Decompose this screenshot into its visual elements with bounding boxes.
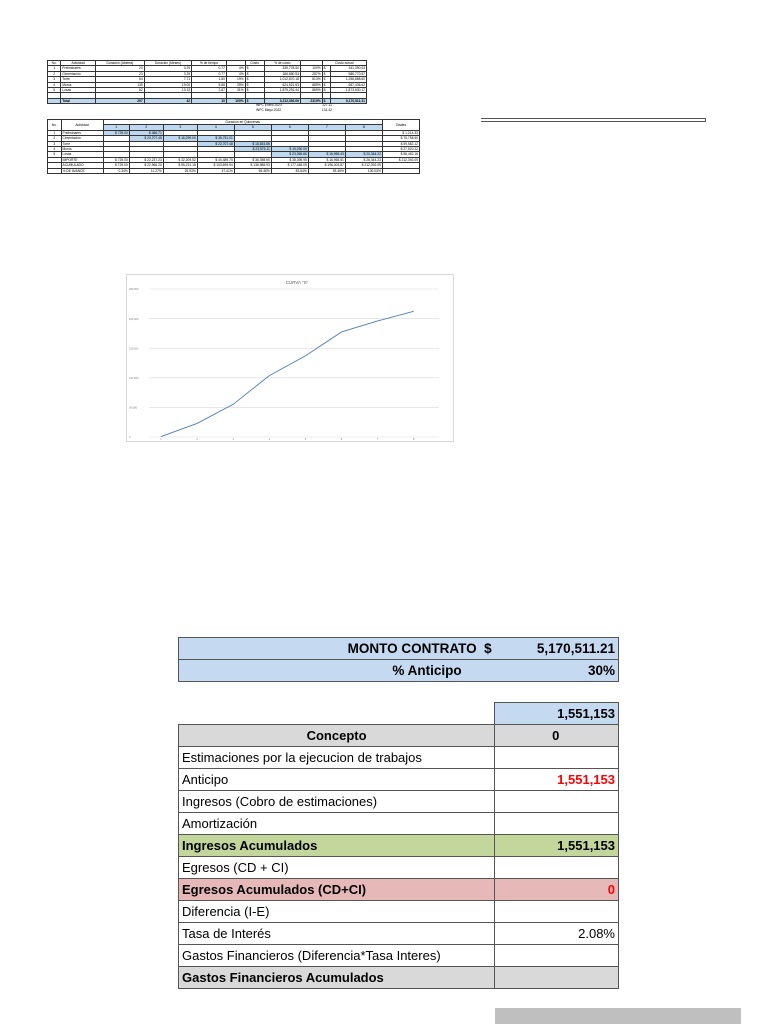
sheet2-cell[interactable]: $ 177,448.05 <box>271 163 308 168</box>
sheet1-cell[interactable] <box>48 98 61 103</box>
sheet2-cell[interactable]: $ 15,030.09 <box>271 146 308 151</box>
cashflow-row <box>179 879 619 901</box>
sheet2-cell[interactable]: Torre <box>61 141 103 146</box>
sheet2-cell[interactable]: 1 <box>48 130 62 135</box>
sheet1-cell[interactable]: 3.29 <box>144 66 191 71</box>
sheet1-cell[interactable]: 1,012,870.18 <box>264 77 300 82</box>
cell-selection-outline[interactable] <box>481 118 706 122</box>
sheet1-cell[interactable]: 297 <box>96 98 145 103</box>
sheet2-cell[interactable]: $ 729.00 <box>103 157 129 162</box>
sheet2-cell[interactable]: $ 36,398.90 <box>234 157 271 162</box>
sheet2-cell[interactable]: $ 18,834.86 <box>234 141 271 146</box>
cashflow-row <box>179 835 619 857</box>
sheet2-cell[interactable]: $ 212,392.09 <box>382 157 419 162</box>
cashflow-label: Diferencia (I-E) <box>179 901 495 923</box>
cashflow-label: Gastos Financieros Acumulados <box>179 967 495 989</box>
cashflow-label: Estimaciones por la ejecucion de trabajos <box>179 747 495 769</box>
sheet1-cell[interactable]: 31% <box>226 87 245 92</box>
cashflow-label: Egresos Acumulados (CD+CI) <box>179 879 495 901</box>
spacer-row <box>179 682 619 703</box>
sheet2-cell[interactable]: $ 58,452.16 <box>382 152 419 157</box>
sheet2-cell[interactable]: $ 1,214.33 <box>382 130 419 135</box>
sheet1-cell[interactable]: $ <box>322 66 330 71</box>
contract-amount-value[interactable]: 5,170,511.21 <box>495 638 619 660</box>
sheet1-cell[interactable]: 23 <box>96 71 145 76</box>
spacer-cell <box>495 682 619 703</box>
cashflow-row <box>179 813 619 835</box>
sheet1-cell[interactable]: $ <box>245 98 264 103</box>
period-amount-value[interactable]: 1,551,153 <box>495 703 619 725</box>
sheet2-cell[interactable]: ACUMULADO <box>61 163 103 168</box>
sheet2-cell[interactable]: $ 729.00 <box>103 163 129 168</box>
sheet2-cell[interactable] <box>382 168 419 173</box>
sheet2-group-header: Duración en Quincenas <box>103 120 382 125</box>
sheet1-cell[interactable]: 135 <box>96 82 145 87</box>
sheet1-cell[interactable]: Total <box>61 98 96 103</box>
sheet2-period: 8 <box>345 125 382 130</box>
biweekly-program-table <box>47 119 420 174</box>
sheet2-cell[interactable]: $ 59,582.12 <box>382 141 419 146</box>
chart-xtick-label: 8 <box>413 438 415 441</box>
sheet1-cell[interactable]: 287% <box>300 71 322 76</box>
chart-ytick-label: 200,000 <box>129 317 139 321</box>
sheet1-cell[interactable]: 339,778.50 <box>264 66 300 71</box>
chart-ytick-label: 150,000 <box>129 347 139 351</box>
sheet1-cell[interactable]: 5 <box>48 87 61 92</box>
sheet1-cell[interactable]: $ <box>322 71 330 76</box>
cashflow-label: Anticipo <box>179 769 495 791</box>
sheet1-cell[interactable]: 7.71 <box>144 77 191 82</box>
sheet2-cell[interactable]: $ 22,237.23 <box>129 157 163 162</box>
inpc-value: 127.11 <box>322 103 332 107</box>
sheet2-cell[interactable]: 100.00% <box>345 168 382 173</box>
cashflow-row <box>179 769 619 791</box>
cashflow-row <box>179 857 619 879</box>
sheet1-header: No. <box>48 61 61 66</box>
cashflow-value[interactable]: 1,551,153 <box>495 769 619 791</box>
sheet2-cell[interactable]: $ 16,299.00 <box>163 136 197 141</box>
chart-xtick-label: 1 <box>160 438 162 441</box>
sheet1-cell[interactable]: 10 <box>192 98 227 103</box>
cashflow-value[interactable] <box>495 901 619 923</box>
chart-xtick-label: 4 <box>268 438 271 441</box>
cashflow-label: Gastos Financieros (Diferencia*Tasa Interes) <box>179 945 495 967</box>
chart-xtick-label: 5 <box>304 438 307 441</box>
spacer-cell <box>179 682 495 703</box>
contract-amount-row <box>179 638 619 660</box>
sheet1-header: Duración (Abierta) <box>96 61 145 66</box>
sheet1-cell[interactable]: 13.13 <box>144 87 191 92</box>
sheet1-cell[interactable]: Preliminares <box>61 66 96 71</box>
cashflow-value[interactable]: 1,551,153 <box>495 835 619 857</box>
sheet2-cell[interactable]: Muros <box>61 146 103 151</box>
sheet1-cell[interactable]: 4% <box>226 71 245 76</box>
sheet1-cell[interactable]: 1.80 <box>192 77 227 82</box>
chart-series-line <box>161 311 414 436</box>
sheet1-cell[interactable]: 5.88 <box>192 82 227 87</box>
sheet2-header: Actividad <box>61 120 103 131</box>
sheet2-total-header: Totales <box>382 120 419 131</box>
blank-cell <box>179 703 495 725</box>
sheet1-cell[interactable]: Torre <box>61 77 96 82</box>
sheet1-cell[interactable]: $ <box>322 82 330 87</box>
activity-duration-table <box>47 60 367 104</box>
sheet1-cell[interactable]: 100% <box>226 98 245 103</box>
inpc-label: INPC Mayo 2022 <box>256 108 282 112</box>
sheet2-cell[interactable]: $ 23,365.86 <box>271 152 308 157</box>
sheet1-cell[interactable]: 3 <box>48 77 61 82</box>
sheet2-period: 5 <box>234 125 271 130</box>
cashflow-row <box>179 923 619 945</box>
sheet1-cell[interactable]: 3.29 <box>144 71 191 76</box>
sheet1-header: Costo <box>245 61 264 66</box>
sheet2-cell[interactable]: 93.46% <box>308 168 345 173</box>
sheet1-cell[interactable]: 813% <box>300 77 322 82</box>
sheet1-cell[interactable]: $ <box>245 71 264 76</box>
cashflow-value[interactable] <box>495 813 619 835</box>
sheet2-cell[interactable]: $ 16,965.43 <box>308 152 345 157</box>
sheet1-cell[interactable]: $ <box>245 82 264 87</box>
cashflow-label: Ingresos (Cobro de estimaciones) <box>179 791 495 813</box>
sheet2-cell[interactable]: $ 136,988.93 <box>234 163 271 168</box>
sheet2-cell[interactable]: Cimentación <box>61 136 103 141</box>
sheet2-header: No. <box>48 120 62 131</box>
sheet1-header: Actividad <box>61 61 96 66</box>
sheet2-cell[interactable]: $ 38,395.95 <box>271 157 308 162</box>
chart-xtick-label: 6 <box>340 438 343 441</box>
sheet1-cell[interactable]: 687,436.62 <box>330 82 366 87</box>
chart-canvas <box>127 275 455 443</box>
sheet1-cell[interactable]: 2319% <box>300 98 322 103</box>
cashflow-value[interactable] <box>495 791 619 813</box>
cashflow-value[interactable]: 2.08% <box>495 923 619 945</box>
cashflow-value[interactable] <box>495 967 619 989</box>
sheet2-cell[interactable]: $ 26,344.23 <box>345 157 382 162</box>
sheet2-cell[interactable]: 65.46% <box>234 168 271 173</box>
sheet1-cell[interactable]: Muros <box>61 82 96 87</box>
sheet2-cell[interactable]: 2 <box>48 136 62 141</box>
sheet1-cell[interactable]: $ <box>322 87 330 92</box>
sheet1-cell[interactable]: 4% <box>226 66 245 71</box>
cashflow-table <box>178 637 619 989</box>
chart-xtick-label: 2 <box>196 438 198 441</box>
chart-title: CURVA "S" <box>285 280 309 285</box>
cashflow-value[interactable] <box>495 857 619 879</box>
sheet1-cell[interactable]: 1,258,888.60 <box>330 77 366 82</box>
currency-symbol: $ <box>484 641 492 656</box>
advance-percent-label <box>179 660 495 682</box>
sheet2-cell[interactable]: IMPORTE <box>61 157 103 162</box>
sheet2-period: 2 <box>129 125 163 130</box>
sheet1-cell[interactable]: 1,873,630.17 <box>330 87 366 92</box>
sheet2-cell[interactable]: $ 20,707.48 <box>129 136 163 141</box>
cashflow-row <box>179 791 619 813</box>
inpc-block <box>256 103 332 113</box>
inpc-row <box>256 108 332 113</box>
sheet1-cell[interactable]: 62 <box>96 87 145 92</box>
sheet2-cell[interactable]: 83.64% <box>271 168 308 173</box>
sheet2-cell[interactable]: $ 196,003.87 <box>308 163 345 168</box>
sheet2-cell[interactable]: % DE AVANCE <box>61 168 103 173</box>
sheet2-avance-row <box>48 168 420 173</box>
sheet2-cell[interactable]: 25.93% <box>163 168 197 173</box>
chart-ytick-label: 50,000 <box>129 406 137 410</box>
cashflow-label: Amortización <box>179 813 495 835</box>
sheet2-cell[interactable]: $ 486.71 <box>129 130 163 135</box>
sheet2-cell[interactable]: $ 27,520.22 <box>382 146 419 151</box>
sheet2-cell[interactable]: 4 <box>48 146 62 151</box>
sheet1-cell[interactable]: 1 <box>48 66 61 71</box>
sheet1-cell[interactable]: Losas <box>61 87 96 92</box>
sheet2-cell[interactable]: 47.41% <box>197 168 234 173</box>
sheet2-cell[interactable]: $ 20,344.22 <box>345 152 382 157</box>
sheet1-header: % de costo <box>264 61 300 66</box>
sheet1-cell[interactable]: 100% <box>300 66 322 71</box>
period-header: 0 <box>495 725 619 747</box>
cashflow-label: Ingresos Acumulados <box>179 835 495 857</box>
sheet1-cell[interactable]: $ <box>245 66 264 71</box>
inpc-value: 131.42 <box>321 108 332 112</box>
cashflow-row <box>179 747 619 769</box>
period-amount-row <box>179 703 619 725</box>
sheet2-cell[interactable]: $ 22,966.20 <box>129 163 163 168</box>
cashflow-row <box>179 967 619 989</box>
horizontal-scroll-strip[interactable] <box>495 1008 741 1024</box>
sheet1-cell[interactable]: 689% <box>300 82 322 87</box>
sheet1-cell[interactable]: 19.00 <box>144 82 191 87</box>
sheet1-cell[interactable]: Cimentación <box>61 71 96 76</box>
cashflow-value[interactable] <box>495 747 619 769</box>
sheet2-cell[interactable]: Preliminares <box>61 130 103 135</box>
sheet1-cell[interactable]: 54 <box>96 77 145 82</box>
sheet2-cell[interactable]: 5 <box>48 152 62 157</box>
sheet1-cell[interactable]: 5,170,511.21 <box>330 98 366 103</box>
chart-ytick-label: 250,000 <box>129 288 139 292</box>
sheet2-cell[interactable]: $ 103,699.94 <box>197 163 234 168</box>
sheet2-cell[interactable] <box>48 168 62 173</box>
sheet1-cell[interactable]: 186,880.53 <box>264 71 300 76</box>
advance-percent-label-text: % Anticipo <box>392 663 462 678</box>
sheet1-cell[interactable]: 0.77 <box>192 66 227 71</box>
sheet2-cell[interactable]: $ 23,576.11 <box>234 146 271 151</box>
sheet2-cell[interactable]: 11.27% <box>129 168 163 173</box>
sheet2-period: 4 <box>197 125 234 130</box>
sheet1-cell[interactable]: 1,879,291.44 <box>264 87 300 92</box>
sheet2-cell[interactable]: $ 16,965.51 <box>308 157 345 162</box>
cashflow-label: Tasa de Interés <box>179 923 495 945</box>
sheet2-cell[interactable]: $ 55,231.18 <box>163 163 197 168</box>
sheet2-cell[interactable]: $ 212,392.09 <box>345 163 382 168</box>
sheet1-cell[interactable]: $ <box>322 98 330 103</box>
sheet2-cell[interactable]: $ 729.00 <box>103 130 129 135</box>
sheet2-cell[interactable]: 3 <box>48 141 62 146</box>
sheet1-cell[interactable]: 586,770.57 <box>330 71 366 76</box>
chart-ytick-label: 100,000 <box>129 377 139 380</box>
sheet1-cell[interactable]: 869% <box>300 87 322 92</box>
sheet1-cell[interactable]: 4 <box>48 82 61 87</box>
sheet2-cell[interactable]: $ 38,751.01 <box>197 136 234 141</box>
advance-percent-value[interactable]: 30% <box>495 660 619 682</box>
sheet1-cell[interactable]: 23 <box>96 66 145 71</box>
sheet2-period: 7 <box>308 125 345 130</box>
sheet1-cell[interactable]: 624,921.53 <box>264 82 300 87</box>
sheet2-cell[interactable]: 0.34% <box>103 168 129 173</box>
sheet2-cell[interactable]: $ 22,707.48 <box>197 141 234 146</box>
chart-ytick-label: 0 <box>129 436 131 440</box>
concept-header: Concepto <box>179 725 495 747</box>
sheet1-header: Costo actual <box>322 61 366 66</box>
contract-amount-label: MONTO CONTRATO <box>347 641 477 656</box>
sheet1-cell[interactable]: $ <box>322 77 330 82</box>
cashflow-row <box>179 945 619 967</box>
sheet1-header: % de tiempo <box>192 61 227 66</box>
sheet2-cell[interactable]: $ 32,209.52 <box>163 157 197 162</box>
sheet1-cell[interactable]: 2.87 <box>192 87 227 92</box>
sheet1-cell[interactable]: $ <box>245 87 264 92</box>
sheet1-cell[interactable]: $ <box>245 77 264 82</box>
s-curve-chart[interactable] <box>126 274 454 442</box>
sheet2-cell[interactable]: Losas <box>61 152 103 157</box>
cashflow-value[interactable]: 0 <box>495 879 619 901</box>
sheet1-cell[interactable]: 19% <box>226 77 245 82</box>
sheet1-cell[interactable]: 42 <box>144 98 191 103</box>
cashflow-value[interactable] <box>495 945 619 967</box>
inpc-label: INPC Enero 2023 <box>256 103 282 107</box>
contract-amount-label-cell <box>179 638 495 660</box>
cashflow-label: Egresos (CD + CI) <box>179 857 495 879</box>
chart-xtick-label: 3 <box>232 438 234 441</box>
cashflow-row <box>179 901 619 923</box>
sheet2-period: 3 <box>163 125 197 130</box>
sheet1-cell[interactable]: 0.77 <box>192 71 227 76</box>
sheet1-cell[interactable]: 3,212,392.09 <box>264 98 300 103</box>
advance-percent-row <box>179 660 619 682</box>
sheet2-cell[interactable]: $ 75,758.50 <box>382 136 419 141</box>
concept-header-row <box>179 725 619 747</box>
sheet1-cell[interactable]: 39% <box>226 82 245 87</box>
sheet1-cell[interactable]: 2 <box>48 71 61 76</box>
sheet2-period: 1 <box>103 125 129 130</box>
sheet1-header: Duración (Meses) <box>144 61 191 66</box>
chart-xtick-label: 7 <box>376 438 379 441</box>
sheet1-cell[interactable]: 341,390.03 <box>330 66 366 71</box>
sheet2-cell[interactable]: $ 40,489.75 <box>197 157 234 162</box>
sheet2-period: 6 <box>271 125 308 130</box>
